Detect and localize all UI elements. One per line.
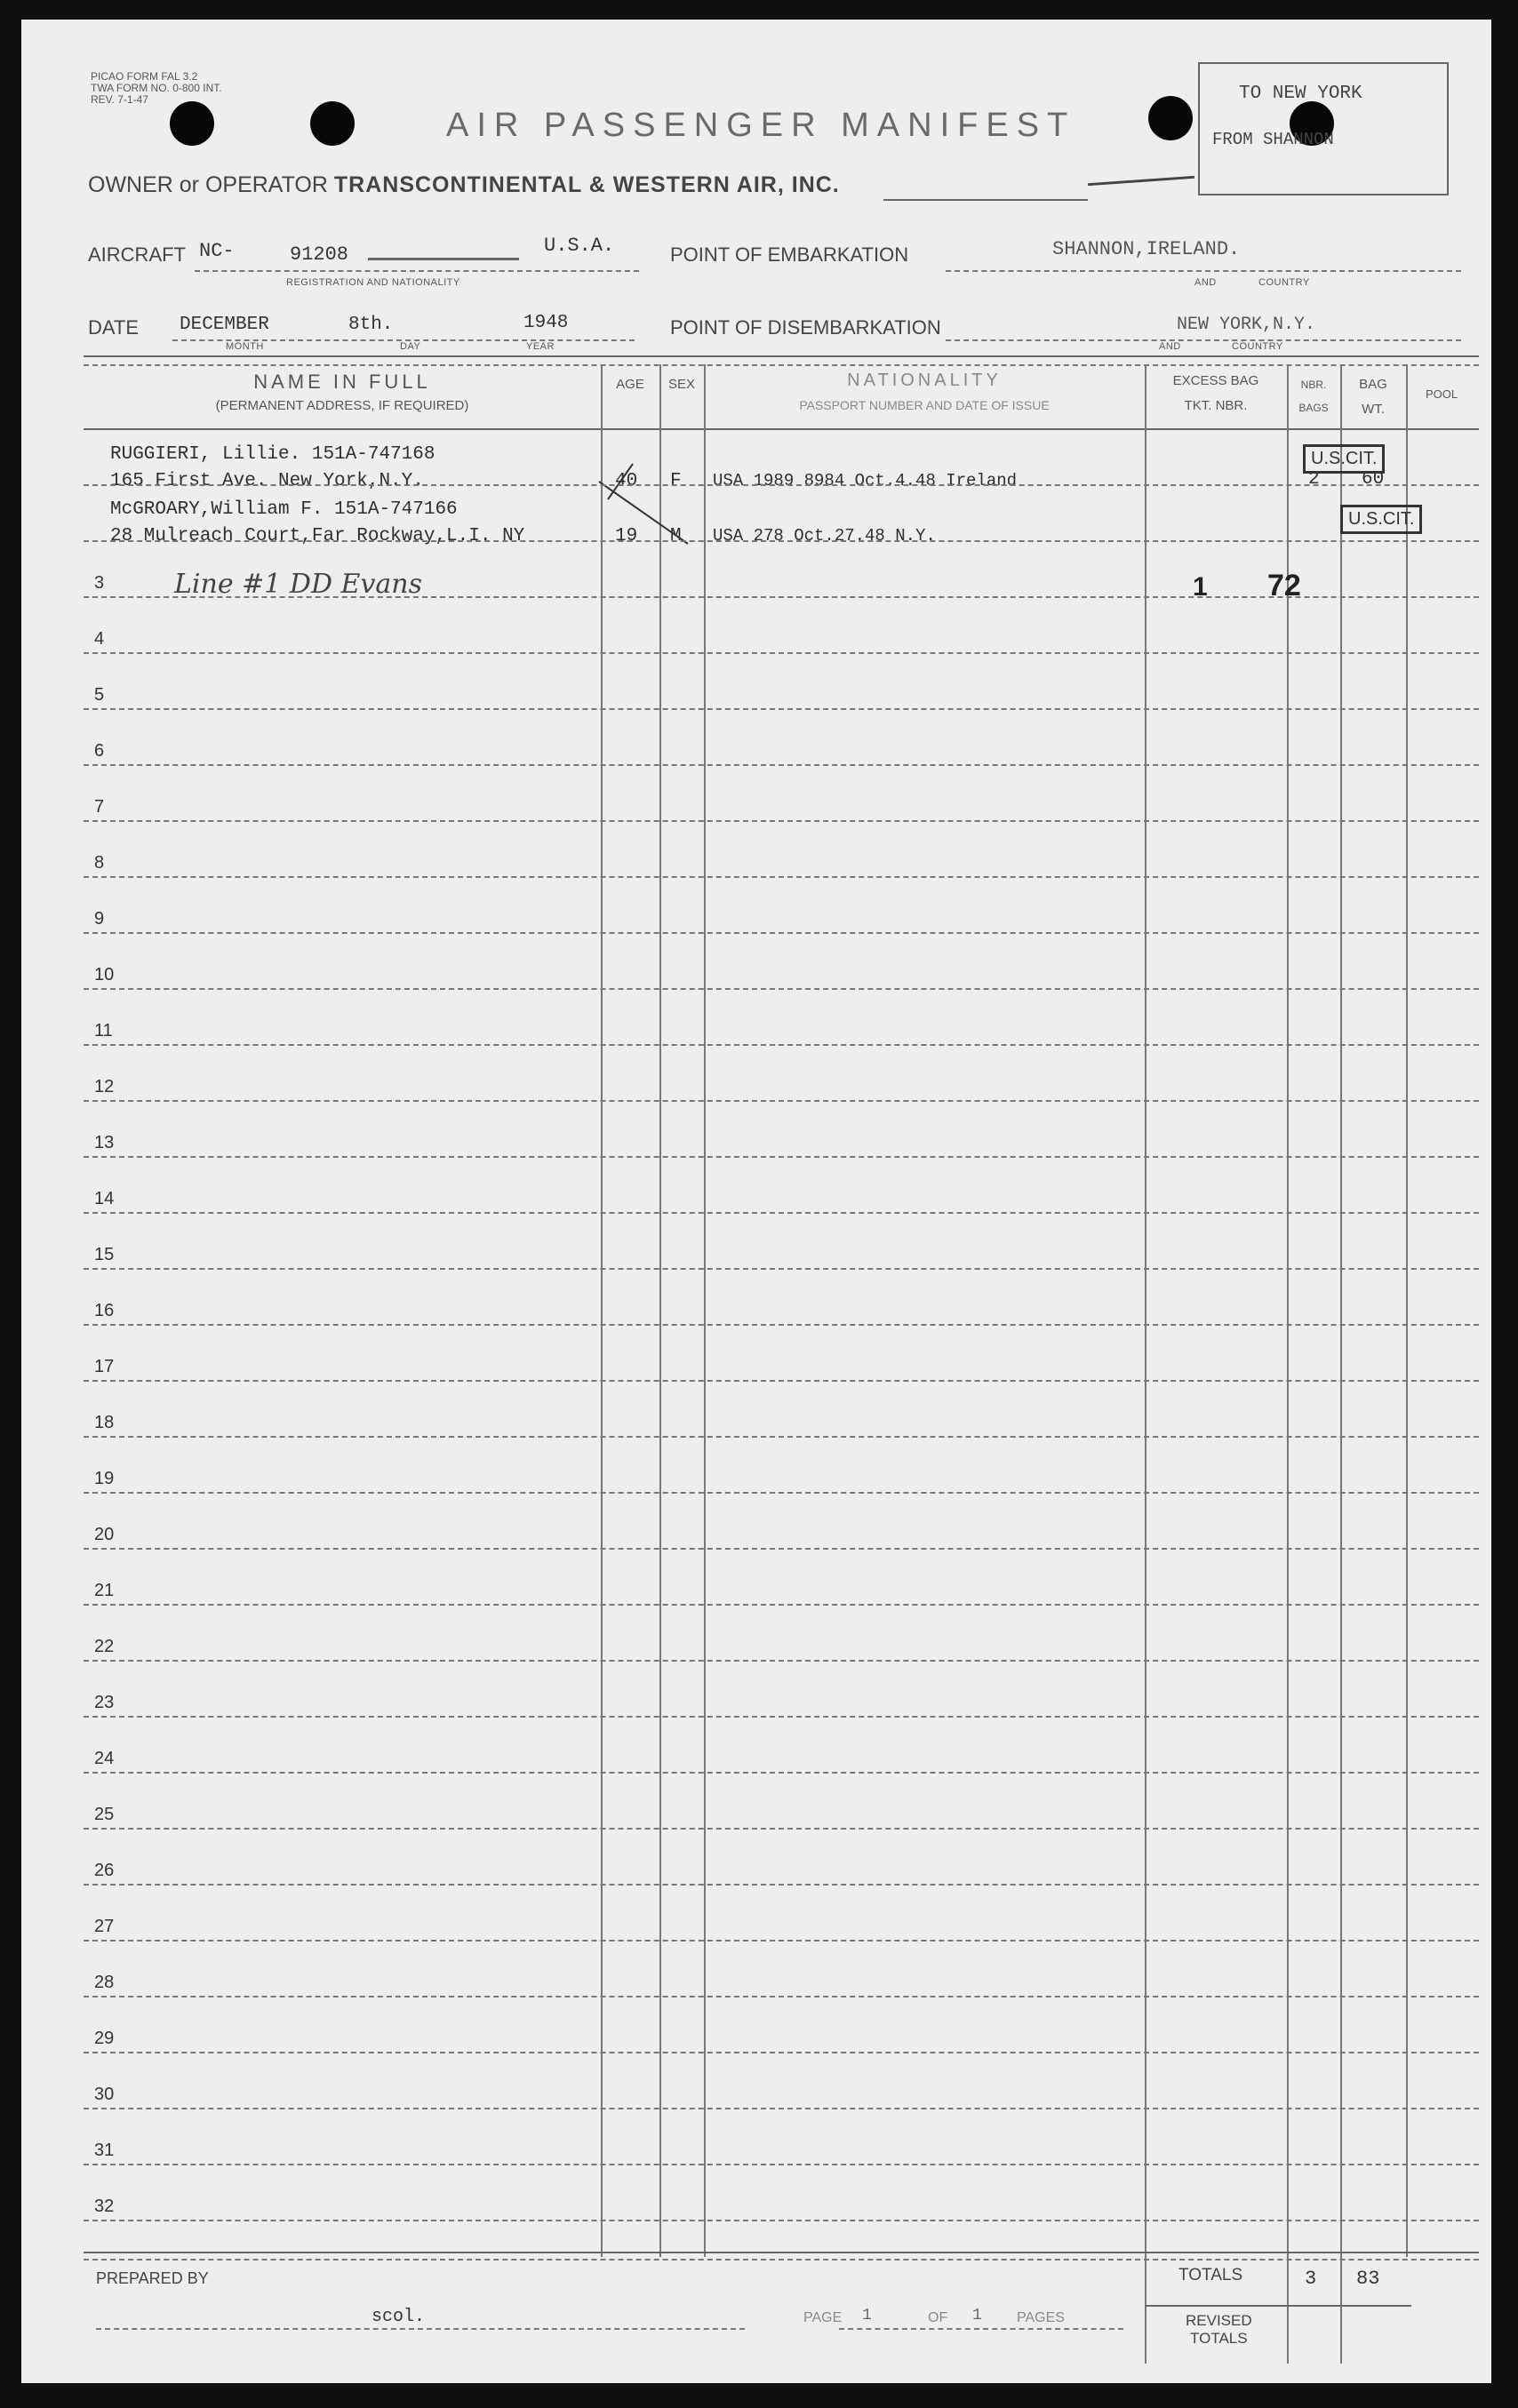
row-number: 6 [94,741,105,761]
row-rule [84,988,1479,990]
row-rule [84,1828,1479,1830]
pen-tick-marks [590,446,697,553]
table-bottom-rule [84,2252,1479,2253]
row-number: 12 [94,1077,115,1096]
row-rule [84,1884,1479,1886]
table-bottom-rule-2 [84,2259,1479,2260]
form-code-1: PICAO FORM FAL 3.2 [91,70,198,83]
date-year: 1948 [523,313,569,333]
passenger-1-nationality: USA 1989 8984 Oct.4.48 Ireland [713,471,1018,490]
pages-label: PAGES [1017,2310,1065,2325]
handwritten-mark: 1 [1193,572,1208,602]
row-rule [84,2164,1479,2165]
aircraft-number: 91208 [290,243,349,266]
row-number: 10 [94,965,115,985]
row-rule [84,820,1479,822]
month-caption: MONTH [226,341,264,352]
row-number: 9 [94,909,105,929]
row-rule [84,1324,1479,1326]
table-header-rule [84,428,1479,430]
col-header-excess: EXCESS BAG [1172,373,1259,388]
embarkation-label: POINT OF EMBARKATION [670,243,909,266]
row-number: 11 [94,1021,113,1041]
row-number: 16 [94,1301,115,1320]
row-number: 15 [94,1245,115,1264]
revised-line-2: TOTALS [1190,2330,1248,2347]
prepared-by-value: scol. [372,2307,426,2327]
page-label: PAGE [803,2310,843,2325]
operator-name: TRANSCONTINENTAL & WESTERN AIR, INC. [333,172,840,197]
row-number: 17 [94,1357,115,1376]
date-month: DECEMBER [180,315,269,335]
passenger-1-weight: 60 [1362,469,1385,490]
passenger-2-nationality: USA 278 Oct.27.48 N.Y. [713,526,936,546]
row-number: 30 [94,2085,115,2104]
row-number: 22 [94,1637,115,1656]
row-number: 27 [94,1917,115,1936]
passenger-2-age: 19 [615,526,638,546]
us-citizen-stamp-1: U.S.CIT. [1303,444,1385,474]
col-header-passport: PASSPORT NUMBER AND DATE OF ISSUE [799,398,1050,412]
embarkation-line [946,270,1461,272]
col-header-nationality: NATIONALITY [847,371,1002,390]
row-rule [84,1772,1479,1774]
pen-mark [1088,176,1194,186]
row-rule [84,1100,1479,1102]
aircraft-label: AIRCRAFT [88,243,186,266]
row-number: 5 [94,685,105,705]
aircraft-country: U.S.A. [544,235,615,257]
form-code-2: TWA FORM NO. 0-800 INT. [91,82,222,94]
of-label: OF [928,2310,948,2325]
row-number: 18 [94,1413,115,1432]
aircraft-underline [368,258,519,260]
passenger-1-age: 40 [615,471,638,491]
row-number: 28 [94,1973,115,1992]
row-rule [84,708,1479,710]
disembarkation-value: NEW YORK,N.Y. [1177,315,1316,335]
date-label: DATE [88,316,140,339]
col-header-pool: POOL [1425,387,1458,401]
col-header-sex: SEX [667,377,695,392]
row-number: 4 [94,629,105,649]
row-rule [84,1660,1479,1662]
row-rule [84,1436,1479,1438]
row-number: 25 [94,1805,115,1824]
prepared-by-label: PREPARED BY [96,2269,209,2287]
passenger-1-address: 165 First Ave. New York,N.Y. [110,471,424,491]
passenger-1-bags: 2 [1308,469,1320,490]
totals-label: TOTALS [1178,2266,1243,2284]
row-number: 20 [94,1525,115,1544]
row-number: 21 [94,1581,115,1600]
disembarkation-caption-country: COUNTRY [1232,341,1283,352]
day-caption: DAY [400,341,421,352]
page-number: 1 [862,2307,872,2324]
row-number: 13 [94,1133,115,1152]
row-rule [84,1940,1479,1942]
row-number: 31 [94,2141,115,2160]
registration-caption: REGISTRATION AND NATIONALITY [286,277,460,288]
row-number: 7 [94,797,105,817]
col-header-bags: NBR. [1300,379,1327,391]
aircraft-prefix: NC- [199,240,235,262]
totals-rule [1145,2305,1411,2307]
owner-label [88,172,840,198]
row-number: 19 [94,1469,115,1488]
manifest-sheet [21,20,1491,2383]
page-total: 1 [972,2307,982,2324]
route-box [1198,62,1449,195]
row-rule [84,1716,1479,1718]
col-header-name-sub: (PERMANENT ADDRESS, IF REQUIRED) [215,398,469,413]
col-header-name: NAME IN FULL [253,371,431,393]
col-header-excess-sub: TKT. NBR. [1184,398,1248,413]
form-title: AIR PASSENGER MANIFEST [446,107,1076,144]
punch-hole-2 [310,101,355,146]
row-rule [84,1156,1479,1158]
row-rule [84,652,1479,654]
col-header-weight-sub: WT. [1362,402,1385,417]
totals-bags: 3 [1305,2268,1317,2290]
row-rule [84,1268,1479,1270]
punch-hole-1 [170,101,214,146]
row-rule [84,1044,1479,1046]
revised-totals-label [1186,2312,1252,2348]
route-from: FROM SHANNON [1212,130,1334,149]
aircraft-line [195,270,639,272]
owner-underline [883,199,1088,201]
row-number: 8 [94,853,105,873]
col-header-weight: BAG [1359,377,1387,392]
embarkation-caption-and: AND [1194,277,1217,288]
row-number: 29 [94,2029,115,2048]
embarkation-caption-country: COUNTRY [1258,277,1310,288]
row-number: 24 [94,1749,115,1768]
row-rule [84,1212,1479,1214]
col-line-bags [1287,364,1289,2364]
col-line-pool [1406,364,1408,2257]
owner-label-text: OWNER or OPERATOR [88,172,328,197]
row-number: 26 [94,1861,115,1880]
route-to: TO NEW YORK [1239,84,1362,104]
row-number: 23 [94,1693,115,1712]
date-day: 8th. [348,315,394,335]
punch-hole-3 [1148,96,1193,140]
row-rule [84,596,1479,598]
row-rule [84,540,1479,542]
table-top-rule-2 [84,364,1479,366]
row-number: 32 [94,2197,115,2216]
row-rule [84,2220,1479,2221]
form-code-3: REV. 7-1-47 [91,93,148,106]
row-rule [84,764,1479,766]
year-caption: YEAR [526,341,555,352]
row-number: 14 [94,1189,115,1208]
col-line-weight [1340,364,1342,2364]
passenger-1-name: RUGGIERI, Lillie. 151A-747168 [110,444,435,465]
handwritten-note: Line #1 DD Evans [174,569,422,600]
row-rule [84,932,1479,934]
disembarkation-label: POINT OF DISEMBARKATION [670,316,941,339]
prepared-by-line [96,2328,745,2330]
row-rule [84,1548,1479,1550]
table-top-rule [84,355,1479,357]
form-code-block [91,71,222,106]
passenger-2-address: 28 Mulreach Court,Far Rockway,L.I. NY [110,526,525,546]
page-line [839,2328,1123,2330]
col-line-nationality [704,364,706,2257]
row-rule [84,1380,1479,1382]
handwritten-weight: 72 [1267,569,1301,602]
row-rule [84,484,1479,486]
col-header-bags-sub: BAGS [1298,402,1329,414]
us-citizen-stamp-2: U.S.CIT. [1340,505,1422,534]
totals-weight: 83 [1356,2268,1380,2290]
row-rule [84,1492,1479,1494]
col-line-age [601,364,603,2257]
col-line-excess [1145,364,1146,2364]
disembarkation-line [946,339,1461,341]
row-rule [84,876,1479,878]
passenger-1-sex: F [670,471,682,491]
row-rule [84,1604,1479,1606]
disembarkation-caption-and: AND [1159,341,1181,352]
embarkation-value: SHANNON,IRELAND. [1052,238,1241,260]
col-line-sex [659,364,661,2257]
row-rule [84,1996,1479,1997]
row-rule [84,2052,1479,2053]
col-header-age: AGE [616,377,644,392]
passenger-2-name: McGROARY,William F. 151A-747166 [110,499,458,520]
revised-line-1: REVISED [1186,2312,1252,2329]
row-rule [84,2108,1479,2109]
passenger-2-sex: M [670,526,682,546]
row-number: 3 [94,573,105,593]
